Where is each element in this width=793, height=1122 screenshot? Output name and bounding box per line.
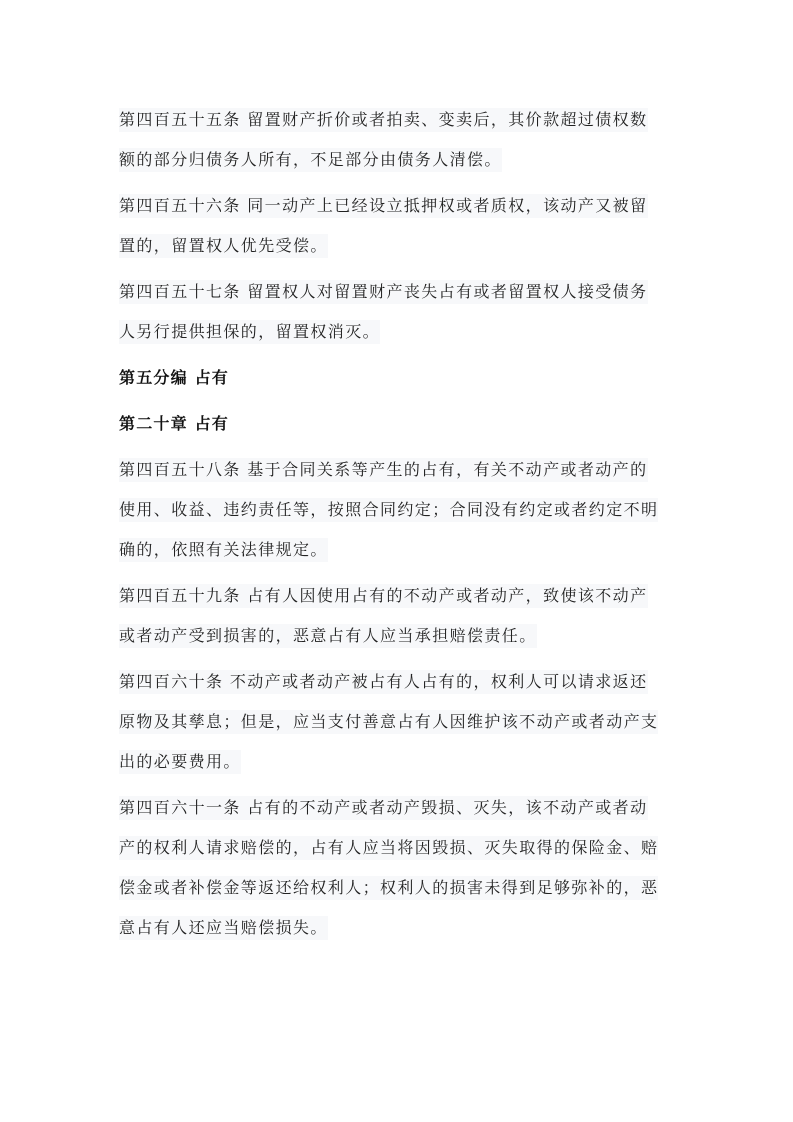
article-459 — [119, 576, 679, 656]
article-458 — [119, 450, 679, 570]
article-line: 人另行提供担保的，留置权消灭。 — [119, 312, 679, 352]
article-460 — [119, 662, 679, 782]
chapter-heading: 第二十章 占有 — [119, 414, 229, 433]
article-457 — [119, 272, 679, 352]
article-line: 第四百五十九条 占有人因使用占有的不动产或者动产，致使该不动产 — [119, 576, 679, 616]
article-456 — [119, 186, 679, 266]
article-line: 偿金或者补偿金等返还给权利人；权利人的损害未得到足够弥补的，恶 — [119, 868, 679, 908]
article-line: 第四百六十条 不动产或者动产被占有人占有的，权利人可以请求返还 — [119, 662, 679, 702]
document-page — [119, 100, 679, 954]
article-line: 使用、收益、违约责任等，按照合同约定；合同没有约定或者约定不明 — [119, 490, 679, 530]
article-line: 额的部分归债务人所有，不足部分由债务人清偿。 — [119, 140, 679, 180]
article-line: 原物及其孳息；但是，应当支付善意占有人因维护该不动产或者动产支 — [119, 702, 679, 742]
article-line: 出的必要费用。 — [119, 742, 679, 782]
article-line: 意占有人还应当赔偿损失。 — [119, 908, 679, 948]
article-461 — [119, 788, 679, 948]
part-heading: 第五分编 占有 — [119, 368, 229, 387]
article-line: 第四百五十七条 留置权人对留置财产丧失占有或者留置权人接受债务 — [119, 272, 679, 312]
article-line: 或者动产受到损害的，恶意占有人应当承担赔偿责任。 — [119, 616, 679, 656]
article-line: 第四百六十一条 占有的不动产或者动产毁损、灭失，该不动产或者动 — [119, 788, 679, 828]
article-line: 第四百五十五条 留置财产折价或者拍卖、变卖后，其价款超过债权数 — [119, 100, 679, 140]
article-line: 置的，留置权人优先受偿。 — [119, 226, 679, 266]
article-455 — [119, 100, 679, 180]
article-line: 第四百五十八条 基于合同关系等产生的占有，有关不动产或者动产的 — [119, 450, 679, 490]
article-line: 产的权利人请求赔偿的，占有人应当将因毁损、灭失取得的保险金、赔 — [119, 828, 679, 868]
article-line: 第四百五十六条 同一动产上已经设立抵押权或者质权，该动产又被留 — [119, 186, 679, 226]
article-line: 确的，依照有关法律规定。 — [119, 530, 679, 570]
